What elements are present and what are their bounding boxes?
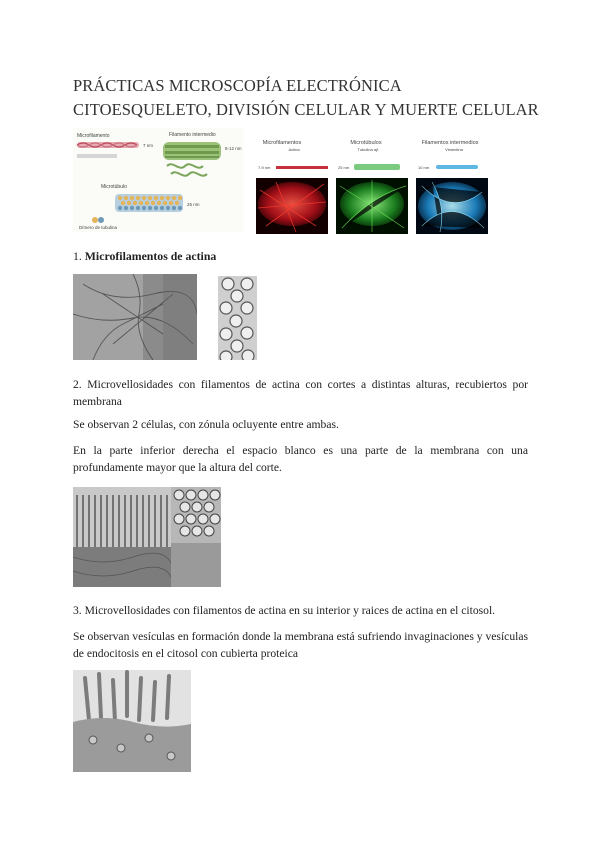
em-micrograph-2 [218, 276, 257, 360]
em-micrograph-1 [73, 274, 197, 360]
actin-filament-illustration [276, 166, 328, 169]
section-1-heading [73, 248, 528, 265]
panel-sub-actina: Actina [288, 147, 300, 152]
document-title-line1: PRÁCTICAS MICROSCOPÍA ELECTRÓNICA [73, 76, 402, 95]
diagram-label-microtubulo: Microtúbulo [101, 184, 127, 190]
paragraph-6: Se observan vesículas en formación donde la membrana está sufriendo invaginaciones y vesículas de endocitosis en el citosol con cubierta proteica [73, 630, 528, 660]
diagram-label-7nm: 7 nm [143, 143, 154, 148]
panel-scale-2: 25 nm [338, 165, 350, 170]
panel-label-filamentos-intermedios: Filamentos intermedios [421, 140, 479, 146]
em-micrograph-4 [73, 670, 191, 772]
document-title-line2: CITOESQUELETO, DIVISIÓN CELULAR Y MUERTE CELULAR [73, 100, 539, 119]
diagram-label-10nm: 8-12 nm [225, 146, 242, 151]
em-micrograph-3 [73, 487, 221, 587]
fluorescence-panels [256, 136, 488, 234]
diagram-label-filamento-intermedio: Filamento intermedio [169, 132, 216, 138]
section-1-title: Microfilamentos de actina [84, 249, 217, 263]
diagram-label-microfilamento: Microfilamento [77, 133, 110, 139]
diagram-label-dimero: Dímero de tubulina [79, 225, 118, 230]
cytoskeleton-diagram [73, 128, 243, 232]
panel-scale-3: 10 nm [418, 165, 430, 170]
diagram-label-25nm: 25 nm [187, 202, 200, 207]
panel-label-microfilamentos: Microfilamentos [262, 140, 302, 146]
paragraph-5: 3. Microvellosidades con filamentos de actina en su interior y raices de actina en el citosol. [73, 604, 496, 617]
intermediate-filament-small-illustration [436, 165, 478, 169]
paragraph-2: 2. Microvellosidades con filamentos de actina con cortes a distintas alturas, recubiertos por membrana [73, 378, 528, 408]
microfilament-illustration [77, 142, 139, 148]
panel-scale-1: 7-9 nm [258, 165, 271, 170]
paragraph-4: En la parte inferior derecha el espacio blanco es una parte de la membrana con una profundamente mayor que la altura del corte. [73, 444, 528, 474]
panel-label-microtubulos: Microtúbulos [350, 140, 382, 146]
panel-sub-tubulina: Tubulina αβ [357, 147, 379, 152]
section-1-number: 1. [73, 249, 85, 263]
panel-sub-vimentina: Vimentina [445, 147, 463, 152]
paragraph-3: Se observan 2 células, con zónula ocluyente entre ambas. [73, 418, 339, 431]
microtubule-illustration [115, 194, 183, 212]
microtubule-small-illustration [354, 164, 400, 170]
